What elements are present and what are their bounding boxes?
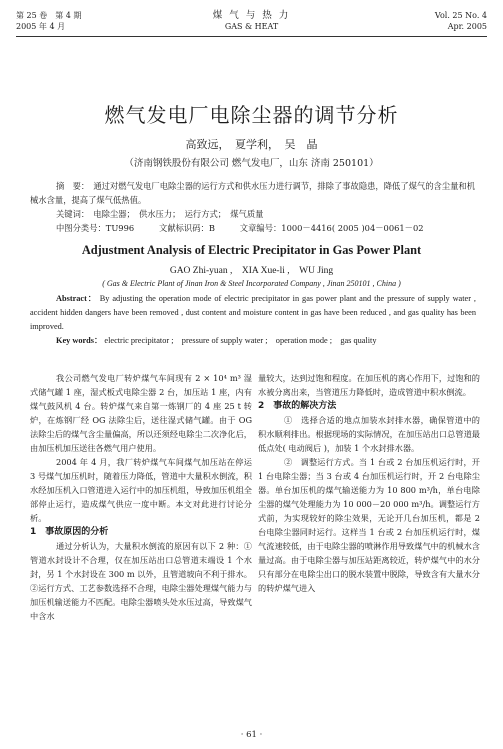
abstract-cn-text: 摘 要： 通过对燃气发电厂电除尘器的运行方式和供水压力进行调节，排除了事故隐患，降低了煤气的含尘量和机械水含量，提高了煤气低热值。 — [30, 181, 475, 205]
journal-name — [16, 10, 487, 32]
date-en: Apr. 2005 — [447, 22, 487, 31]
abstract-en-label: Abstract： — [56, 294, 97, 303]
paper-title: 燃气发电厂电除尘器的调节分析 — [104, 103, 399, 127]
volume-en: Vol. 25 No. 4 — [434, 11, 487, 20]
classification-cn: 中图分类号：TU996 文献标识码：B 文章编号：1000－4416( 2005 )04－0061－02 — [56, 223, 424, 233]
journal-volume-en — [435, 10, 487, 32]
keywords-cn: 关键词： 电除尘器； 供水压力； 运行方式； 煤气质量 — [56, 209, 264, 219]
volume-issue: 第 25 卷 第 4 期 — [16, 11, 82, 20]
body-paragraph: 我公司燃气发电厂转炉煤气车间现有 2 × 10⁴ m³ 湿式储气罐 1 座，湿式板式电除尘器 2 台，加压站 1 座，内有煤气鼓风机 4 台。转炉煤气来自第一炼钢厂的 4 座 25 t 转炉，在炼钢厂经 OG 法除尘后，送往湿式储气罐。由于 OG 法除尘后的煤气含尘量偏高，所以还须经电除尘二次净化后，由加压机加压送往各燃气用户使用。 — [30, 373, 252, 453]
body-column-right — [258, 371, 480, 595]
page-number: · 61 · — [240, 730, 263, 740]
abstract-en-text: By adjusting the operation mode of electric precipitator in gas power plant and the pressure of supply water , accident hidden dangers have been removed , dust content and moisture content in gas have been reduced , and gas quality has been improved. — [30, 294, 476, 331]
header-rule — [16, 36, 487, 37]
chinese-abstract — [30, 179, 476, 235]
keywords-en — [30, 334, 476, 348]
body-column-left — [30, 371, 252, 623]
english-affiliation: ( Gas & Electric Plant of Jinan Iron & Steel Incorporated Company , Jinan 250101 , China ) — [102, 279, 401, 288]
section-heading-1: 1 事故原因的分析 — [30, 527, 109, 537]
paper-affiliation: （济南钢铁股份有限公司 燃气发电厂，山东 济南 250101） — [124, 158, 379, 169]
keywords-en-text: electric precipitator ; pressure of supply water ; operation mode ; gas quality — [102, 336, 377, 345]
body-paragraph: 通过分析认为，大量积水倒流的原因有以下 2 种：①管道水封设计不合理，仅在加压站出口总管道末端设 1 个水封，另 1 个水封设在 300 m 以外，且管道坡向不利于排水。②运行方式、工艺参数选择不合理，电除尘器处理煤气能力与加压机输送能力不匹配。电除尘器喷头处水压过高，导致煤气中含水 — [30, 541, 252, 621]
journal-name-en: GAS & HEAT — [224, 22, 279, 31]
keywords-en-label: Key words： — [56, 336, 103, 345]
english-title: Adjustment Analysis of Electric Precipitator in Gas Power Plant — [81, 243, 422, 257]
body-paragraph: ① 选择合适的地点加装水封排水器，确保管道中的积水顺利排出。根据现场的实际情况，在加压站出口总管道最低点处( 电动阀后 )，加装 1 个水封排水器。 — [258, 415, 480, 453]
body-paragraph: 量较大，达到过饱和程度。在加压机的离心作用下，过饱和的水被分离出来，当管道压力降低时，造成管道中积水倒流。 — [258, 373, 480, 397]
paper-authors: 高致远， 夏学利， 吴 晶 — [185, 138, 318, 151]
body-paragraph: ② 调整运行方式。当 1 台或 2 台加压机运行时，开 1 台电除尘器；当 3 台或 4 台加压机运行时，开 2 台电除尘器。单台加压机的煤气输送能力为 10 800 m³/h，单台电除尘器的煤气处理能力为 10 000－20 000 m³/h。调整运行方式前，为实现较好的除尘效果，无论开几台加压机，都是 2 台电除尘器同时运行。这样当 1 台或 2 台加压机运行时，煤气流速较低，由于电除尘器的喷淋作用导致煤气中的机械水含量过高。由于电除尘器与加压站距离较近，转炉煤气中的水分只有部分在电除尘出口的脱水装置中脱除，导致含有大量水分的转炉煤气进入 — [258, 457, 480, 593]
journal-name-cn: 煤 气 与 热 力 — [212, 10, 291, 21]
issue-date: 2005 年 4 月 — [16, 22, 66, 31]
english-abstract — [30, 292, 476, 348]
abstract-en — [30, 292, 476, 334]
section-heading-2: 2 事故的解决方法 — [258, 401, 337, 411]
english-authors: GAO Zhi-yuan , XIA Xue-li , WU Jing — [169, 266, 334, 276]
body-paragraph: 2004 年 4 月，我厂转炉煤气车间煤气加压站在停运 3 号煤气加压机时，随着压力降低，管道中大量积水倒流，积水经加压机入口管道进入运行中的加压机组，导致加压机组全部停止运行，造成煤气供应一度中断。本文对此进行讨论分析。 — [30, 457, 252, 523]
